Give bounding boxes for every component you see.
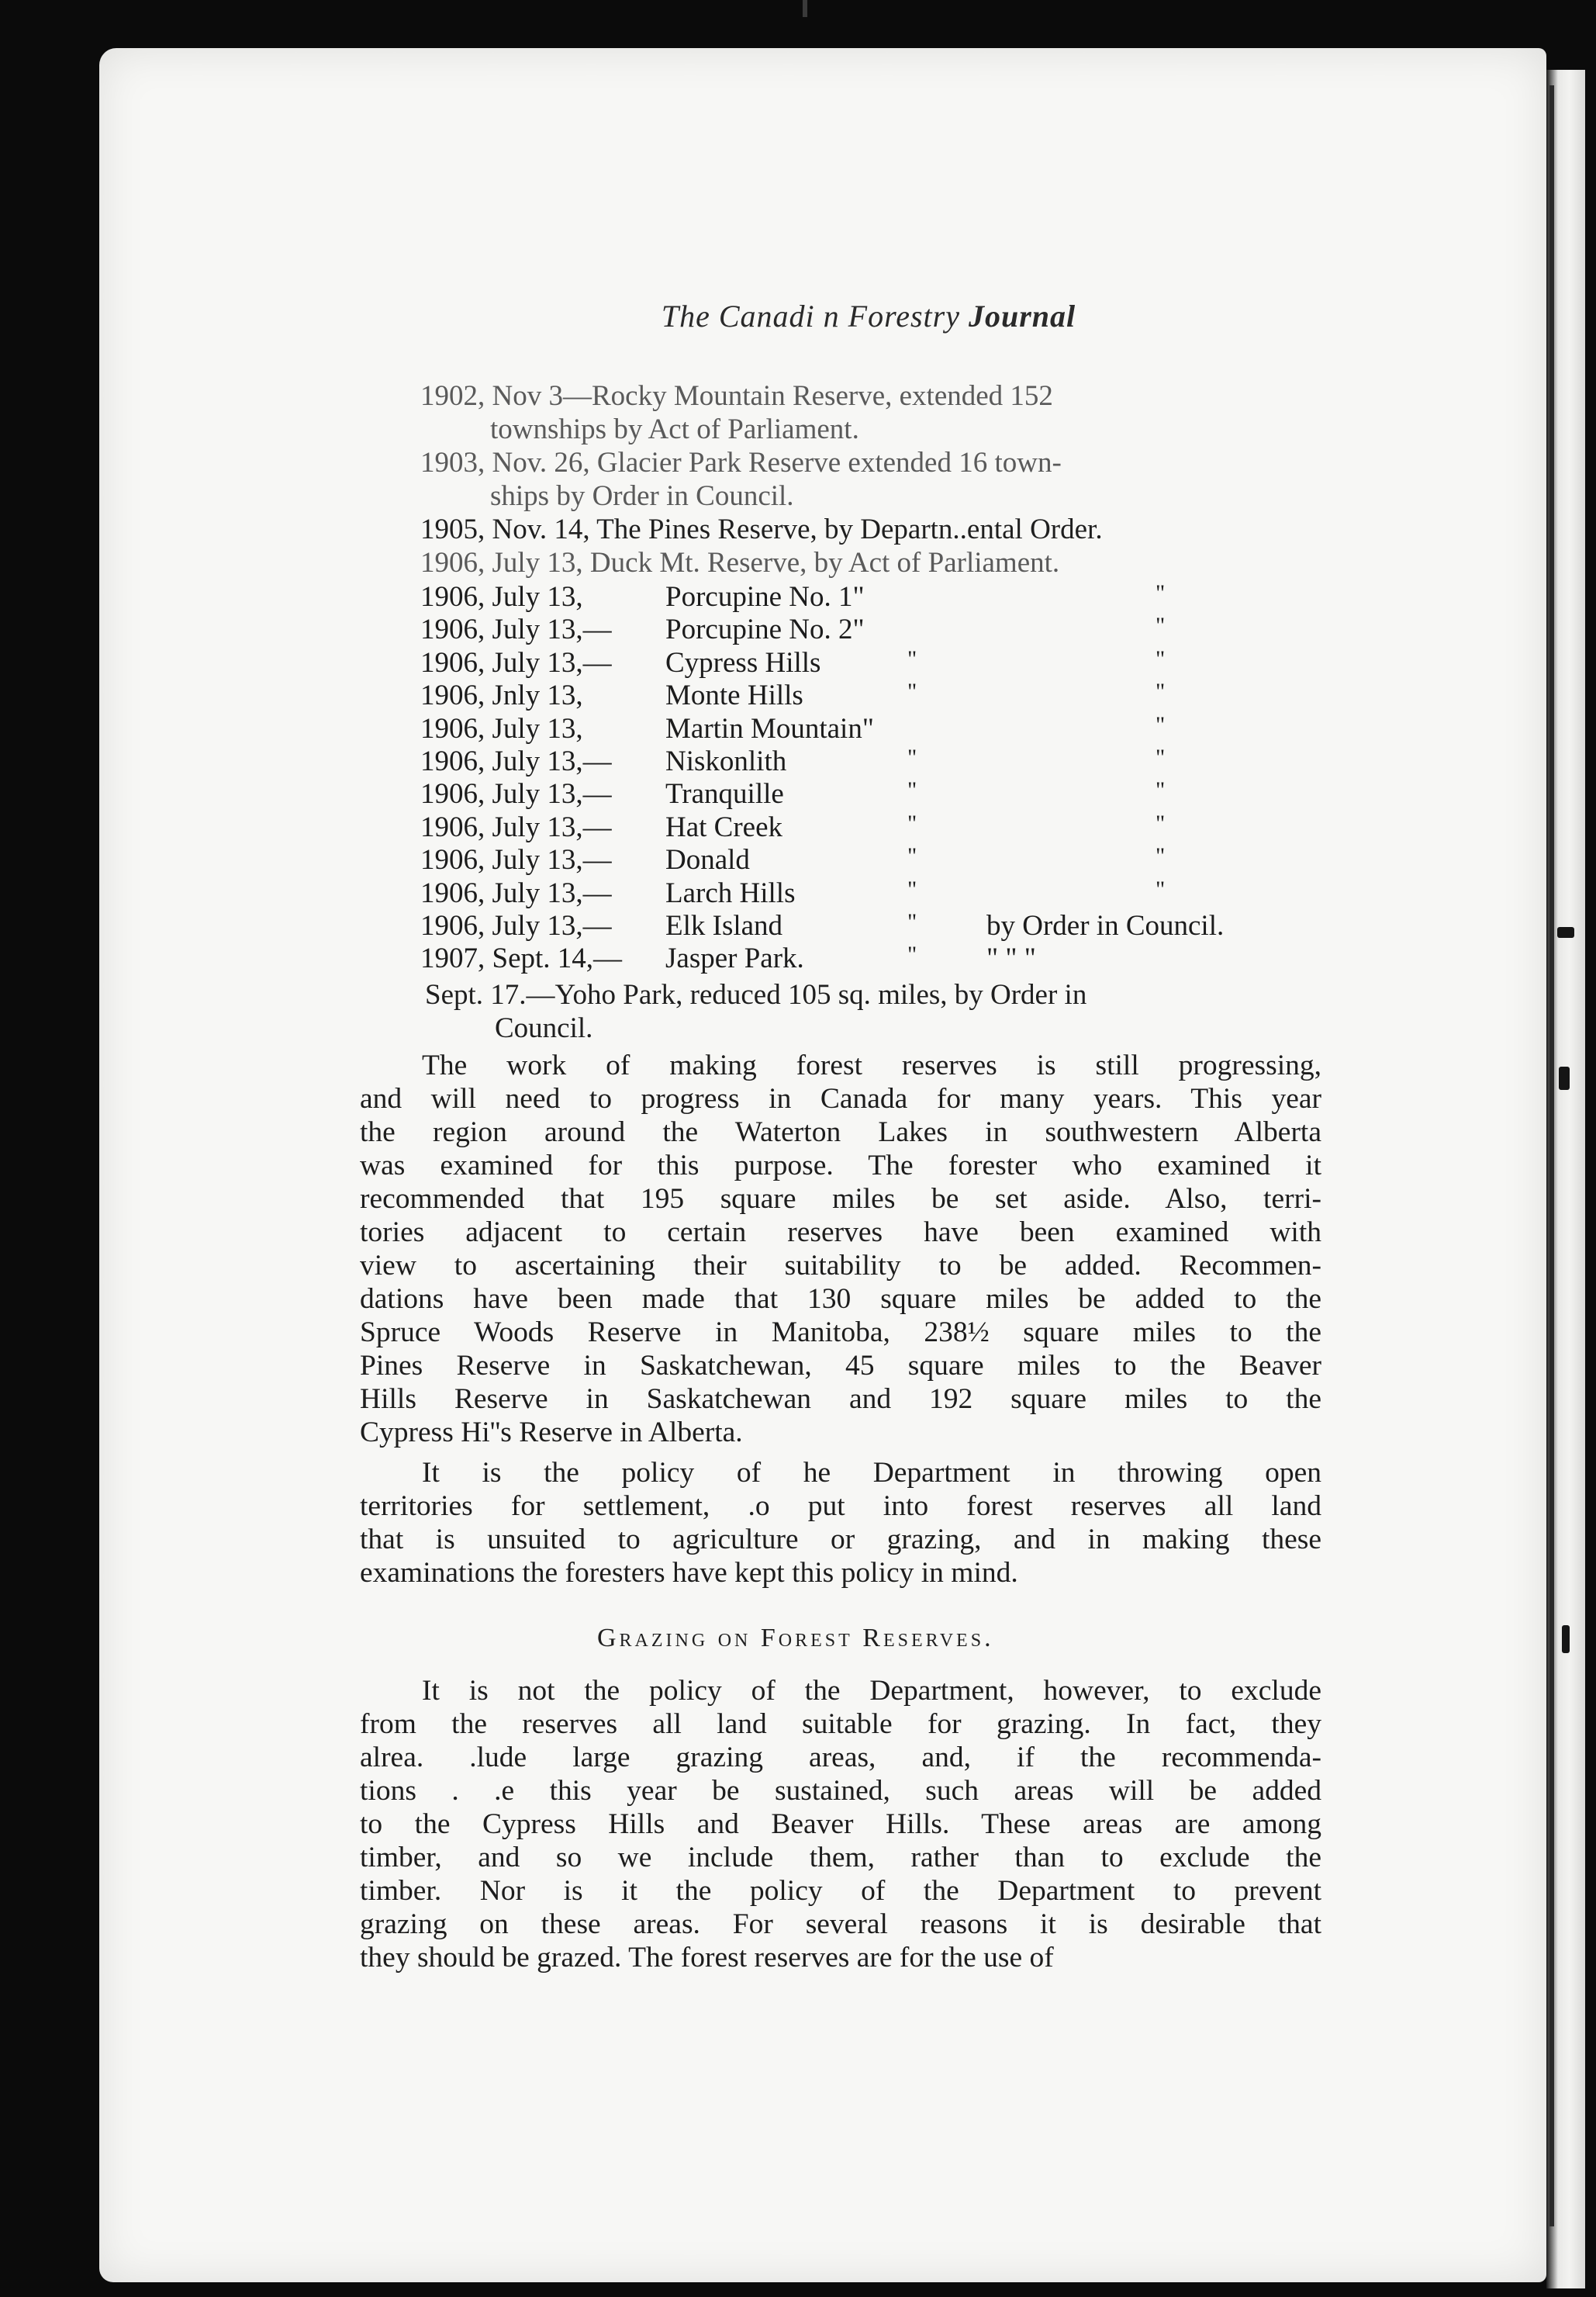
paragraph-line: timber, and so we include them, rather than to exclude the xyxy=(360,1842,1321,1873)
record-line: 1905, Nov. 14, The Pines Reserve, by Departn..ental Order. xyxy=(420,514,1103,545)
paragraph-line: territories for settlement, .o put into forest reserves all land xyxy=(360,1490,1321,1522)
header-title-part: n Forestry xyxy=(823,299,960,334)
record-ditto: " xyxy=(907,810,917,836)
record-ditto: " xyxy=(907,777,917,804)
record-ditto: " xyxy=(1156,711,1166,738)
record-ditto: " xyxy=(1156,613,1166,639)
record-ditto: " xyxy=(907,679,917,705)
record-line: 1902, Nov 3—Rocky Mountain Reserve, extended 152 xyxy=(420,380,1053,412)
record-reserve-name: Tranquille xyxy=(665,778,784,811)
paragraph-line: alrea. .lude large grazing areas, and, if the recommenda- xyxy=(360,1742,1321,1773)
record-ditto: " " " xyxy=(986,943,1036,975)
record-ditto: " xyxy=(1156,645,1166,672)
paragraph-line: view to ascertaining their suitability to be added. Recommen- xyxy=(360,1250,1321,1282)
record-reserve-name: Hat Creek xyxy=(665,811,783,843)
paragraph-line: tions . .e this year be sustained, such areas will be added xyxy=(360,1775,1321,1807)
record-date: 1907, Sept. 14,— xyxy=(420,943,623,975)
paragraph-line: Hills Reserve in Saskatchewan and 192 square miles to the xyxy=(360,1383,1321,1415)
paragraph-line: they should be grazed. The forest reserves are for the use of xyxy=(360,1942,1054,1974)
paragraph-line: was examined for this purpose. The forester who examined it xyxy=(360,1150,1321,1181)
paragraph-line: timber. Nor is it the policy of the Department to prevent xyxy=(360,1875,1321,1907)
paragraph-line: to the Cypress Hills and Beaver Hills. These areas are among xyxy=(360,1808,1321,1840)
record-line: Council. xyxy=(495,1012,593,1044)
record-line: townships by Act of Parliament. xyxy=(490,413,859,445)
binding-mark xyxy=(1557,927,1574,938)
record-date: 1906, July 13,— xyxy=(420,844,612,877)
binding-mark xyxy=(1559,1067,1570,1090)
record-ditto: " xyxy=(907,745,917,770)
header-title-part: Journal xyxy=(968,299,1076,334)
record-reserve-name: Monte Hills xyxy=(665,680,803,712)
record-date: 1906, July 13,— xyxy=(420,646,612,679)
record-ditto: " xyxy=(1156,876,1166,902)
record-ditto: " xyxy=(907,843,917,870)
paragraph-line: It is the policy of he Department in throwing open xyxy=(422,1457,1321,1489)
record-ditto: " xyxy=(1156,745,1166,770)
record-date: 1906, July 13,— xyxy=(420,811,612,843)
record-ditto: " xyxy=(907,942,917,968)
binding-mark xyxy=(1562,1625,1570,1653)
paragraph-line: dations have been made that 130 square miles be added to the xyxy=(360,1283,1321,1315)
record-reserve-name: Porcupine No. 2" xyxy=(665,614,865,646)
paragraph-line: Pines Reserve in Saskatchewan, 45 square miles to the Beaver xyxy=(360,1350,1321,1382)
record-date: 1906, July 13,— xyxy=(420,910,612,942)
paragraph xyxy=(360,1674,1321,1974)
paragraph-line: It is not the policy of the Department, however, to exclude xyxy=(422,1675,1321,1707)
record-reserve-name: Elk Island xyxy=(665,910,783,942)
paragraph-line: The work of making forest reserves is still progressing, xyxy=(422,1050,1321,1081)
paragraph-line: examinations the foresters have kept this policy in mind. xyxy=(360,1557,1018,1589)
record-reserve-name: Porcupine No. 1" xyxy=(665,581,865,613)
record-ditto: " xyxy=(1156,580,1166,606)
record-line: 1906, July 13, Duck Mt. Reserve, by Act of Parliament. xyxy=(420,547,1060,579)
paragraph-line: from the reserves all land suitable for grazing. In fact, they xyxy=(360,1708,1321,1740)
record-ditto: " xyxy=(907,909,917,935)
paragraph xyxy=(360,1049,1321,1449)
paragraph-line: the region around the Waterton Lakes in southwestern Alberta xyxy=(360,1116,1321,1148)
paragraph-line: and will need to progress in Canada for many years. This year xyxy=(360,1083,1321,1115)
paragraph-line: grazing on these areas. For several reasons it is desirable that xyxy=(360,1908,1321,1940)
record-ditto: " xyxy=(907,645,917,672)
paragraph xyxy=(360,1456,1321,1590)
paragraph-line: that is unsuited to agriculture or grazing, and in making these xyxy=(360,1524,1321,1555)
record-line: 1903, Nov. 26, Glacier Park Reserve extended 16 town- xyxy=(420,447,1062,479)
record-ditto: " xyxy=(1156,777,1166,804)
record-ditto: " xyxy=(1156,810,1166,836)
record-line: Sept. 17.—Yoho Park, reduced 105 sq. miles, by Order in xyxy=(425,979,1087,1011)
record-date: 1906, July 13,— xyxy=(420,614,612,646)
running-header xyxy=(574,298,1163,334)
record-reserve-name: Martin Mountain" xyxy=(665,712,874,745)
record-date: 1906, July 13,— xyxy=(420,778,612,811)
record-ditto: " xyxy=(1156,679,1166,705)
record-date: 1906, July 13,— xyxy=(420,877,612,909)
record-ditto: " xyxy=(907,876,917,902)
paragraph-line: recommended that 195 square miles be set aside. Also, terri- xyxy=(360,1183,1321,1215)
record-reserve-name: Donald xyxy=(665,844,750,877)
record-date: 1906, July 13, xyxy=(420,581,583,613)
paragraph-line: Cypress Hi''s Reserve in Alberta. xyxy=(360,1417,743,1448)
record-date: 1906, Jnly 13, xyxy=(420,680,583,712)
record-reserve-name: Cypress Hills xyxy=(665,646,821,679)
header-title-part: The Canadi xyxy=(661,299,815,334)
record-reserve-name: Jasper Park. xyxy=(665,943,804,975)
record-ditto: " xyxy=(1156,843,1166,870)
record-line: ships by Order in Council. xyxy=(490,480,794,512)
scan-edge-mark xyxy=(803,0,807,17)
record-date: 1906, July 13, xyxy=(420,712,583,745)
binding-line xyxy=(1549,85,1554,2226)
section-heading: Grazing on Forest Reserves. xyxy=(597,1624,994,1652)
paragraph-line: tories adjacent to certain reserves have been examined with xyxy=(360,1216,1321,1248)
paragraph-line: Spruce Woods Reserve in Manitoba, 238½ square miles to the xyxy=(360,1316,1321,1348)
record-reserve-name: Niskonlith xyxy=(665,745,787,777)
record-reserve-name: Larch Hills xyxy=(665,877,796,909)
record-date: 1906, July 13,— xyxy=(420,745,612,777)
record-ditto: by Order in Council. xyxy=(986,910,1225,942)
